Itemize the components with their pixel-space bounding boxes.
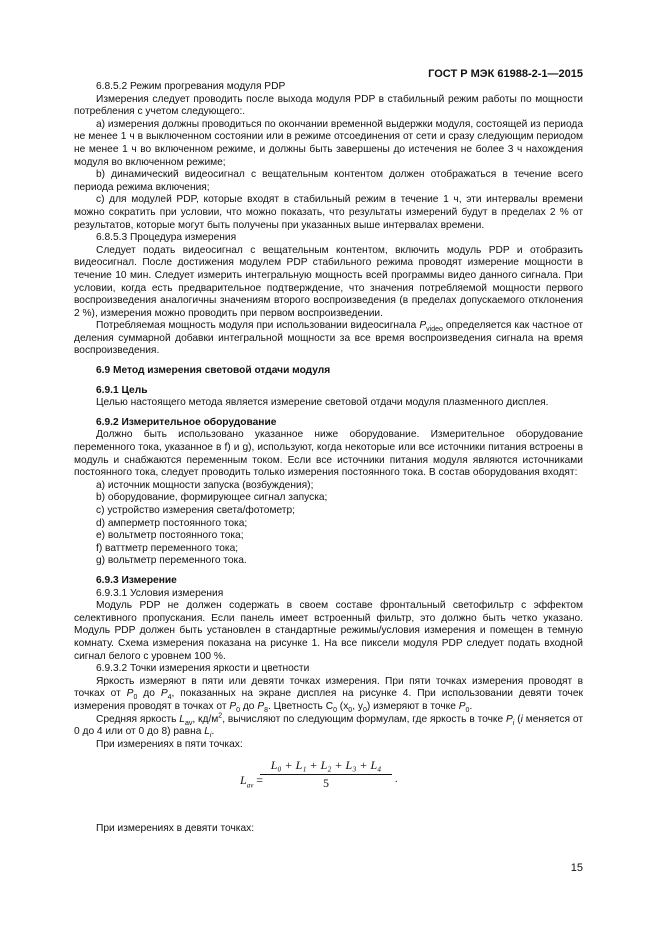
formula-numerator: L₀ + L₁ + L₂ + L₃ + L₄	[260, 759, 392, 775]
paragraph: Следует подать видеосигнал с вещательным контентом, включить модуль PDP и отобразить видеосигнал. После достижения модулем PDP стабильного режима проводят измерение мощности в течение 10 мин. Следует измерить интегральную мощность всей программы видео данного сигнала. При условии, когда есть предварительное подтверждение, что значения потребляемой мощности первого воспроизведения аналогичны значениям второго воспроизведения (в пределах допускаемого отклонения 2 %), измерения можно проводить при первом воспроизведении.	[74, 244, 583, 319]
formula-denominator: 5	[323, 775, 329, 790]
subsection-title: 6.9.3.2 Точки измерения яркости и цветности	[96, 663, 310, 675]
list-item: b) оборудование, формирующее сигнал запуска;	[96, 492, 328, 504]
formula-average-luminance	[74, 759, 583, 807]
section-heading-692: 6.9.2 Измерительное оборудование	[96, 416, 277, 428]
section-heading-69: 6.9 Метод измерения световой отдачи модуля	[96, 365, 331, 377]
section-title-6853: 6.8.5.3 Процедура измерения	[96, 232, 237, 244]
paragraph: Средняя яркость $L_{av}$, $кд/м^2$, вычисляют по следующим формулам, где яркость в точке $P_i$ (i меняется от 0 до 4 или от 0 до 8) равна $L_i$.	[74, 712, 583, 740]
paragraph: Целью настоящего метода является измерение световой отдачи модуля плазменного дисплея.	[96, 397, 549, 409]
paragraph: Яркость измеряют в пяти или девяти точках измерения. При пяти точках измерения проводят в точках от $P_0$ до $P_4$, показанных на экране дисплея на рисунке 4. При использовании девяти точек измерения проводят в точках от $P_0$ до $P_8$. Цветность $C_0$ ($x_0$, $y_0$) измеряют в точке $P_0$.	[74, 675, 583, 714]
document-body	[74, 81, 583, 836]
paragraph: При измерениях в пяти точках:	[96, 738, 243, 750]
list-item: а) источник мощности запуска (возбуждения);	[96, 479, 314, 491]
list-item: с) устройство измерения света/фотометр;	[96, 505, 295, 516]
paragraph: Измерения следует проводить после выхода модуля PDP в стабильный режим работы по мощности потребления с учетом следующего:.	[74, 93, 583, 118]
formula-lhs: $L_{av}$ =	[240, 773, 264, 790]
formula-end: .	[395, 774, 398, 786]
paragraph: Модуль PDP не должен содержать в своем составе фронтальный светофильтр с эффектом селективного пропускания. Если панель имеет встроенный фильтр, это должно быть четко указано. Модуль PDP должен быть установлен в стандартные режимы/условия измерения и помещен в темную комнату. Схема измерения показана на рисунке 1. На все пиксели модуля PDP следует подать входной сигнал белого с уровнем 100 %.	[74, 600, 583, 662]
list-item: g) вольтметр переменного тока.	[96, 555, 247, 567]
list-item: d) амперметр постоянного тока;	[96, 517, 248, 529]
subsection-title: 6.9.3.1 Условия измерения	[96, 587, 224, 599]
paragraph: Должно быть использовано указанное ниже оборудование. Измерительное оборудование переменного тока, указанное в f) и g), используют, когда некоторые или все источники питания встроены в модуль и снабжаются переменным током. Если все источники питания модуля являются источниками постоянного тока, следует проводить только измерения постоянного тока. В состав оборудования входят:	[74, 429, 583, 479]
list-item: f) ваттметр переменного тока;	[96, 542, 239, 554]
section-heading-693: 6.9.3 Измерение	[96, 574, 177, 586]
formula-fraction	[260, 759, 392, 789]
page-number: 15	[570, 862, 583, 874]
section-title-6852: 6.8.5.2 Режим прогревания модуля PDP	[96, 81, 286, 92]
list-item: b) динамический видеосигнал с вещательным контентом должен отображаться в течение всего периода режима включения;	[74, 169, 583, 193]
paragraph: Потребляемая мощность модуля при использовании видеосигнала $P_{video}$ определяется как частное от деления суммарной добавки интегральной мощности за все время воспроизведения сигнала на время воспроизведения.	[74, 320, 584, 357]
list-item: е) вольтметр постоянного тока;	[96, 530, 244, 542]
document-header: ГОСТ Р МЭК 61988-2-1—2015	[428, 68, 583, 80]
list-item: а) измерения должны проводиться по окончании временной выдержки модуля, состоящей из периода не менее 1 ч в выключенном состоянии или в режиме отсоединения от сети и сразу следующим периодом не менее 1 ч во включенном режиме, и должны быть завершены до истечения не более 3 ч нахождения модуля во включенном режиме;	[74, 118, 583, 168]
paragraph: При измерениях в девяти точках:	[96, 823, 255, 835]
list-item: с) для модулей PDP, которые входят в стабильный режим в течение 1 ч, эти интервалы времени можно сократить при условии, что можно показать, что результаты измерений будут в пределах 2 % от результатов, которые могут быть получены при указанных выше интервалах времени.	[74, 194, 583, 231]
section-heading-691: 6.9.1 Цель	[96, 384, 148, 396]
